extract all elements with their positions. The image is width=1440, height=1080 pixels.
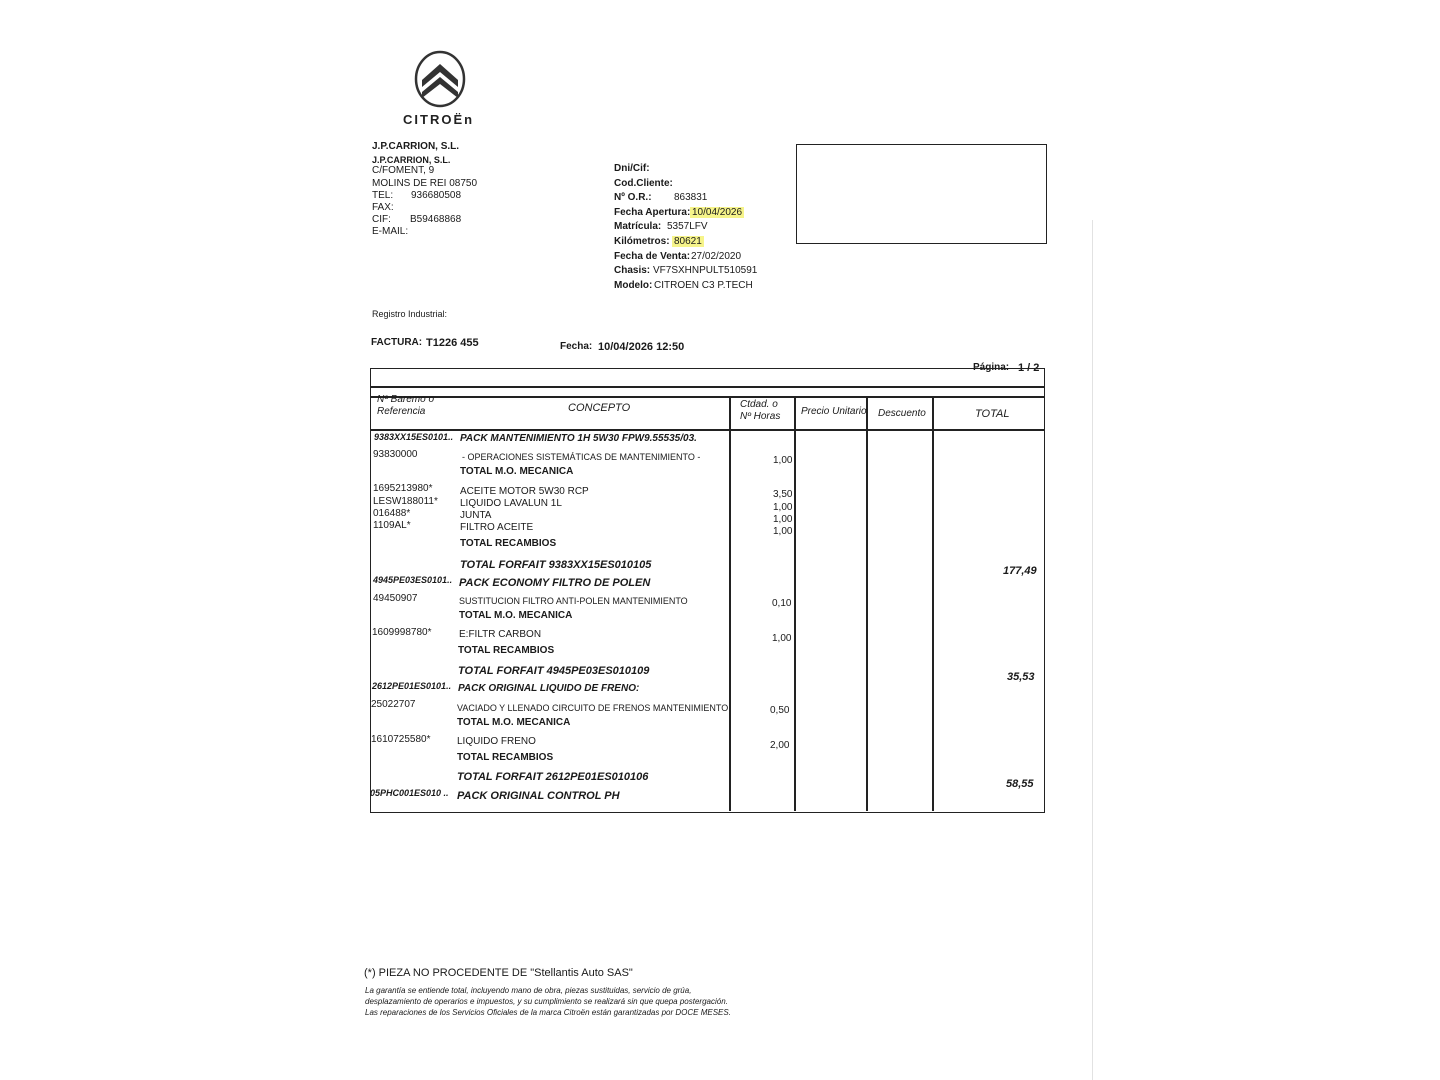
pack-name: PACK ORIGINAL LIQUIDO DE FRENO: xyxy=(458,683,640,694)
matricula-value: 5357LFV xyxy=(667,221,708,232)
pack-name: PACK ORIGINAL CONTROL PH xyxy=(457,790,620,802)
item-ref: 1609998780* xyxy=(372,627,432,638)
item-ref: 1695213980* xyxy=(373,483,433,494)
forfait-total: TOTAL FORFAIT 2612PE01ES010106 xyxy=(457,771,649,783)
item-qty: 1,00 xyxy=(773,502,793,513)
guarantee-line-2: desplazamiento de operarios e impuestos, y su cumplimiento se realizará sin que quepa postergación. xyxy=(365,997,728,1006)
scan-edge xyxy=(1092,220,1093,1080)
company-cif-label: CIF: xyxy=(372,214,391,225)
header-total: TOTAL xyxy=(975,408,1010,420)
company-name: J.P.CARRION, S.L. xyxy=(372,141,460,152)
forfait-amount: 35,53 xyxy=(1007,671,1035,683)
dni-label: Dni/Cif: xyxy=(614,163,650,174)
item-ref: 016488* xyxy=(373,508,411,519)
header-precio: Precio Unitario xyxy=(801,406,867,417)
cod-cliente-label: Cod.Cliente: xyxy=(614,178,673,189)
company-address2: MOLINS DE REI 08750 xyxy=(372,178,478,189)
item-qty: 1,00 xyxy=(773,514,793,525)
modelo-value: CITROEN C3 P.TECH xyxy=(654,280,753,291)
item-desc: LIQUIDO LAVALUN 1L xyxy=(460,498,562,509)
subtotal-label: TOTAL M.O. MECANICA xyxy=(459,610,573,621)
item-desc: JUNTA xyxy=(460,510,492,521)
item-desc: SUSTITUCION FILTRO ANTI-POLEN MANTENIMIENTO xyxy=(459,596,688,606)
pack-ref: 9383XX15ES0101.. xyxy=(374,432,454,442)
item-desc: VACIADO Y LLENADO CIRCUITO DE FRENOS MANTENIMIENTO xyxy=(457,703,729,713)
fecha-venta-value: 27/02/2020 xyxy=(691,251,742,262)
subtotal-label: TOTAL RECAMBIOS xyxy=(458,645,555,656)
header-cant-1: Ctdad. o xyxy=(740,399,778,410)
subtotal-label: TOTAL RECAMBIOS xyxy=(460,538,557,549)
factura-value: T1226 455 xyxy=(426,337,479,349)
chasis-value: VF7SXHNPULT510591 xyxy=(653,265,758,276)
table-line xyxy=(370,386,1044,388)
pagina-value: 1 / 2 xyxy=(1018,362,1040,374)
modelo-label: Modelo: xyxy=(614,280,653,291)
item-desc: - OPERACIONES SISTEMÁTICAS DE MANTENIMIENTO - xyxy=(462,452,701,462)
table-line xyxy=(729,396,731,811)
header-descuento: Descuento xyxy=(878,408,926,419)
pagina-label: Página: xyxy=(973,362,1010,373)
item-qty: 0,50 xyxy=(770,705,790,716)
citroen-chevron-icon xyxy=(412,50,468,108)
or-label: Nº O.R.: xyxy=(614,192,652,203)
company-name-small: J.P.CARRION, S.L. xyxy=(372,155,451,165)
company-cif: B59468868 xyxy=(410,214,462,225)
header-ref-1: Nº Baremo o xyxy=(377,394,435,405)
table-line xyxy=(866,396,868,811)
pack-ref: 05PHC001ES010 .. xyxy=(370,788,449,798)
item-ref: 49450907 xyxy=(373,593,418,604)
header-cant-2: Nº Horas xyxy=(740,411,781,422)
item-qty: 1,00 xyxy=(773,455,793,466)
factura-label: FACTURA: xyxy=(371,337,423,348)
forfait-total: TOTAL FORFAIT 9383XX15ES010105 xyxy=(460,559,652,571)
table-line xyxy=(932,396,934,811)
chasis-label: Chasis: xyxy=(614,265,651,276)
company-email-label: E-MAIL: xyxy=(372,226,409,237)
brand-name: CITROËn xyxy=(403,112,475,127)
fecha-label: Fecha: xyxy=(560,341,593,352)
header-ref-2: Referencia xyxy=(377,406,426,417)
pack-ref: 2612PE01ES0101.. xyxy=(372,681,452,691)
item-desc: LIQUIDO FRENO xyxy=(457,736,536,747)
subtotal-label: TOTAL M.O. MECANICA xyxy=(460,466,574,477)
pack-name: PACK MANTENIMIENTO 1H 5W30 FPW9.55535/03. xyxy=(460,433,697,444)
table-line xyxy=(370,396,1044,398)
km-label: Kilómetros: xyxy=(614,236,670,247)
item-desc: E:FILTR CARBON xyxy=(459,629,542,640)
header-concepto: CONCEPTO xyxy=(568,402,631,414)
fecha-apertura-value: 10/04/2026 xyxy=(692,207,743,218)
pack-ref: 4945PE03ES0101.. xyxy=(373,575,453,585)
item-ref: 25022707 xyxy=(371,699,416,710)
guarantee-line-1: La garantía se entiende total, incluyendo mano de obra, piezas sustituidas, servicio de grúa, xyxy=(365,986,692,995)
item-ref: 1109AL* xyxy=(373,520,411,531)
fecha-apertura-label: Fecha Apertura: xyxy=(614,207,691,218)
forfait-amount: 58,55 xyxy=(1006,778,1034,790)
pack-name: PACK ECONOMY FILTRO DE POLEN xyxy=(459,577,651,589)
km-value: 80621 xyxy=(674,236,702,247)
item-ref: LESW188011* xyxy=(373,496,438,507)
subtotal-label: TOTAL M.O. MECANICA xyxy=(457,717,571,728)
fecha-venta-label: Fecha de Venta: xyxy=(614,251,691,262)
company-address1: C/FOMENT, 9 xyxy=(372,165,435,176)
address-box xyxy=(796,144,1047,244)
table-line xyxy=(794,396,796,811)
table-line xyxy=(370,429,1044,431)
forfait-total: TOTAL FORFAIT 4945PE03ES010109 xyxy=(458,665,650,677)
registro-industrial: Registro Industrial: xyxy=(372,309,448,319)
forfait-amount: 177,49 xyxy=(1003,565,1037,577)
item-qty: 3,50 xyxy=(773,489,793,500)
company-fax-label: FAX: xyxy=(372,202,394,213)
or-value: 863831 xyxy=(674,192,708,203)
item-ref: 1610725580* xyxy=(371,734,431,745)
brand-logo xyxy=(412,50,468,108)
item-qty: 1,00 xyxy=(773,526,793,537)
guarantee-line-3: Las reparaciones de los Servicios Oficiales de la marca Citroën están garantizadas por DOCE MESES. xyxy=(365,1008,731,1017)
item-desc: FILTRO ACEITE xyxy=(460,522,534,533)
item-qty: 2,00 xyxy=(770,740,790,751)
footer-note: (*) PIEZA NO PROCEDENTE DE "Stellantis Auto SAS" xyxy=(364,967,633,979)
matricula-label: Matrícula: xyxy=(614,221,662,232)
item-qty: 0,10 xyxy=(772,598,792,609)
company-tel: 936680508 xyxy=(411,190,462,201)
item-qty: 1,00 xyxy=(772,633,792,644)
fecha-value: 10/04/2026 12:50 xyxy=(598,341,685,353)
company-tel-label: TEL: xyxy=(372,190,394,201)
item-ref: 93830000 xyxy=(373,449,418,460)
item-desc: ACEITE MOTOR 5W30 RCP xyxy=(460,486,589,497)
subtotal-label: TOTAL RECAMBIOS xyxy=(457,752,554,763)
